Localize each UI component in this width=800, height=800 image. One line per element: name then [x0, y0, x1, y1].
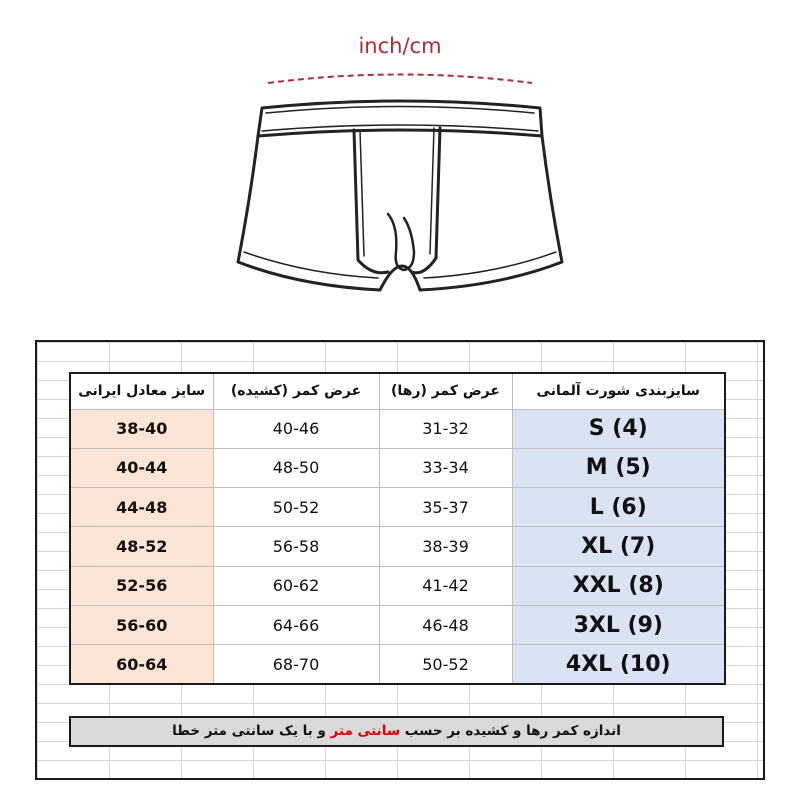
measurement-note: [69, 716, 724, 747]
german-size-cell: XL (7): [512, 527, 725, 566]
waist-measure-line: [268, 75, 532, 84]
table-header-row: [70, 373, 725, 409]
size-chart-table: [69, 372, 726, 685]
note-unit-highlight: سانتی متر: [330, 723, 401, 739]
unit-label: inch/cm: [358, 34, 442, 58]
iran-size-cell: 38-40: [70, 409, 213, 448]
german-size-cell: M (5): [512, 448, 725, 487]
header-german-size: سایزبندی شورت آلمانی: [512, 373, 725, 409]
iran-size-cell: 60-64: [70, 645, 213, 684]
relaxed-waist-cell: 50-52: [379, 645, 512, 684]
iran-size-cell: 40-44: [70, 448, 213, 487]
table-row: [70, 527, 725, 566]
stretched-waist-cell: 64-66: [213, 605, 379, 644]
german-size-cell: L (6): [512, 488, 725, 527]
german-size-cell: S (4): [512, 409, 725, 448]
stretched-waist-cell: 40-46: [213, 409, 379, 448]
stretched-waist-cell: 48-50: [213, 448, 379, 487]
stretched-waist-cell: 50-52: [213, 488, 379, 527]
table-row: [70, 566, 725, 605]
table-row: [70, 448, 725, 487]
relaxed-waist-cell: 33-34: [379, 448, 512, 487]
stretched-waist-cell: 60-62: [213, 566, 379, 605]
boxer-shorts-illustration: [0, 0, 800, 330]
relaxed-waist-cell: 31-32: [379, 409, 512, 448]
german-size-cell: 4XL (10): [512, 645, 725, 684]
iran-size-cell: 52-56: [70, 566, 213, 605]
iran-size-cell: 48-52: [70, 527, 213, 566]
relaxed-waist-cell: 35-37: [379, 488, 512, 527]
iran-size-cell: 56-60: [70, 605, 213, 644]
note-text-start: اندازه کمر رها و کشیده بر حسب: [400, 723, 621, 739]
relaxed-waist-cell: 46-48: [379, 605, 512, 644]
german-size-cell: 3XL (9): [512, 605, 725, 644]
header-waist-relaxed: عرض کمر (رها): [379, 373, 512, 409]
stretched-waist-cell: 56-58: [213, 527, 379, 566]
relaxed-waist-cell: 38-39: [379, 527, 512, 566]
table-row: [70, 409, 725, 448]
relaxed-waist-cell: 41-42: [379, 566, 512, 605]
note-text-end: و با یک سانتی متر خطا: [172, 723, 331, 739]
iran-size-cell: 44-48: [70, 488, 213, 527]
german-size-cell: XXL (8): [512, 566, 725, 605]
table-row: [70, 605, 725, 644]
table-row: [70, 645, 725, 684]
stretched-waist-cell: 68-70: [213, 645, 379, 684]
header-waist-stretched: عرض کمر (کشیده): [213, 373, 379, 409]
header-iran-size: سایز معادل ایرانی: [70, 373, 213, 409]
table-row: [70, 488, 725, 527]
